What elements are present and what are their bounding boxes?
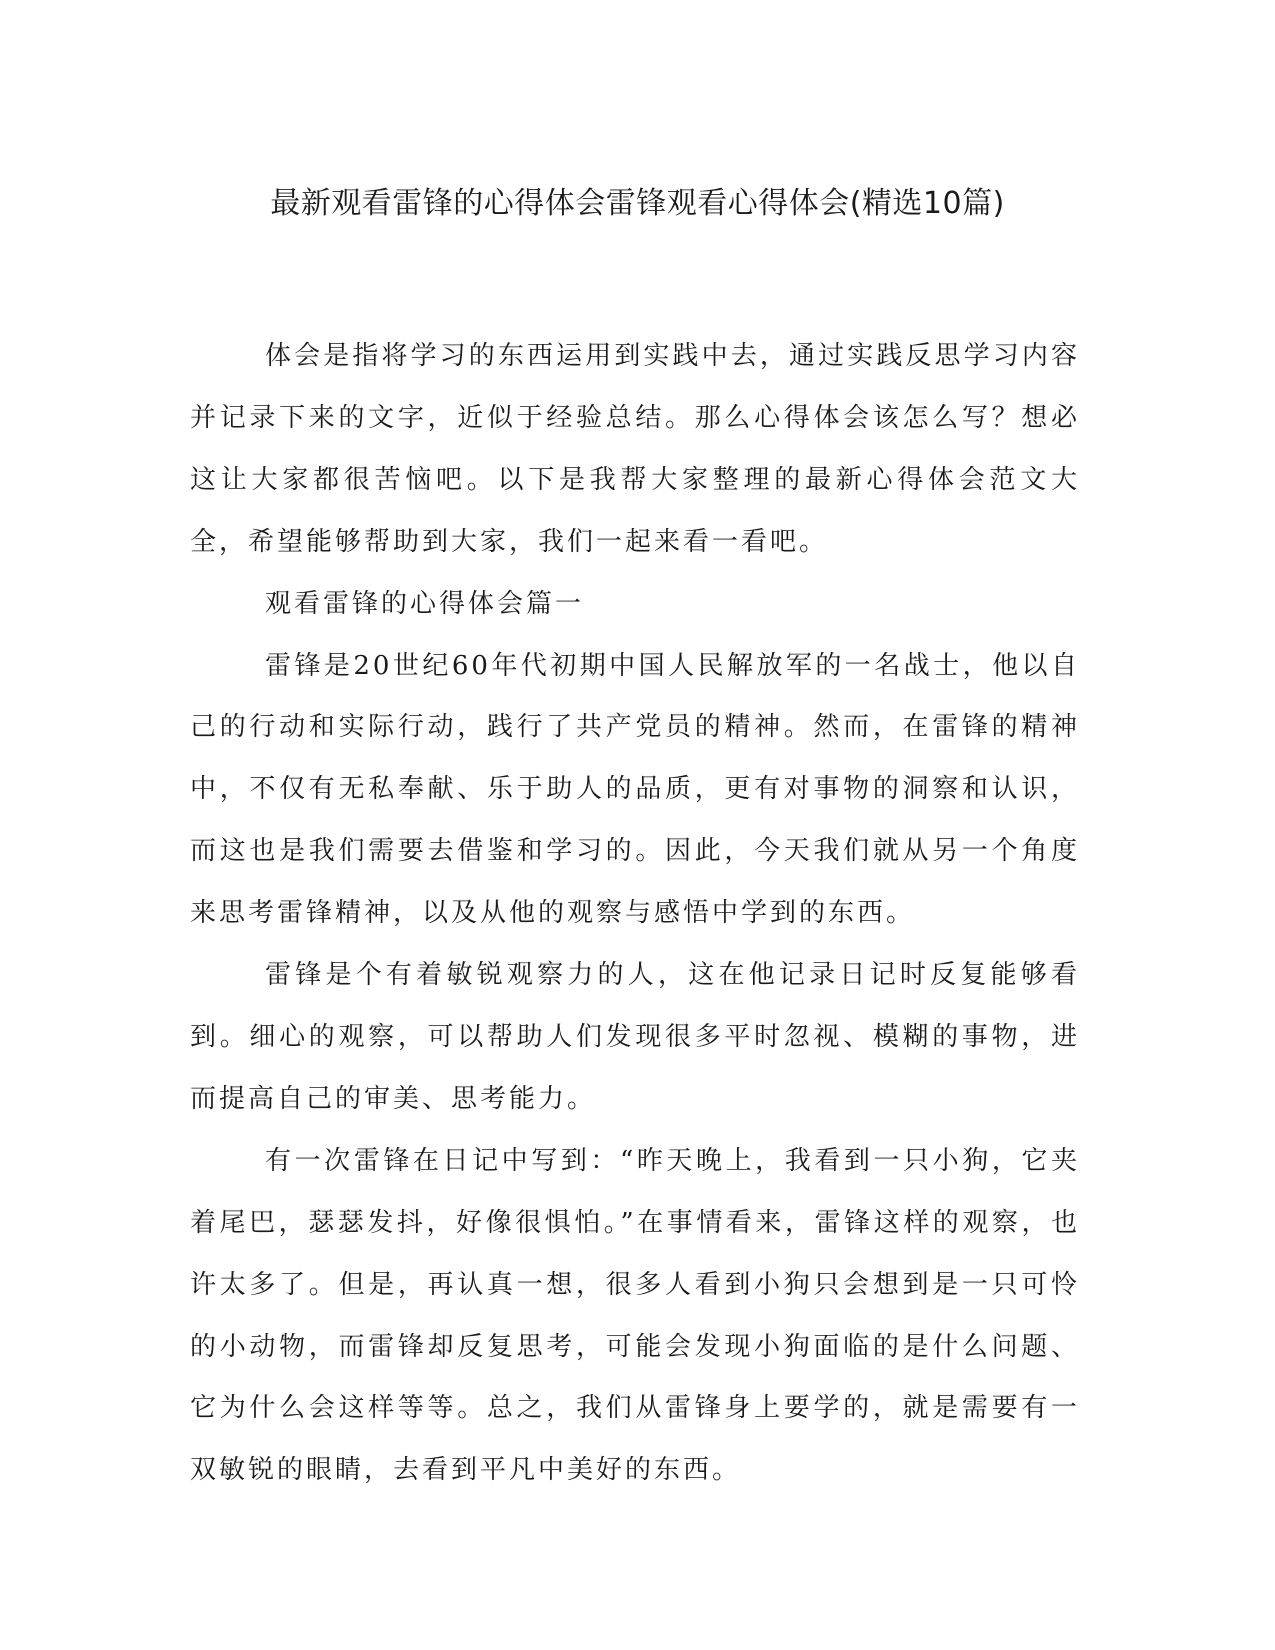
body-paragraph: 雷锋是20世纪60年代初期中国人民解放军的一名战士，他以自己的行动和实际行动，践行了共产党员的精神。然而，在雷锋的精神中，不仅有无私奉献、乐于助人的品质，更有对事物的洞察和认识，而这也是我们需要去借鉴和学习的。因此，今天我们就从另一个角度来思考雷锋精神，以及从他的观察与感悟中学到的东西。 xyxy=(190,650,1080,929)
section-heading: 观看雷锋的心得体会篇一 xyxy=(265,588,585,619)
body-paragraph: 有一次雷锋在日记中写到：“昨天晚上，我看到一只小狗，它夹着尾巴，瑟瑟发抖，好像很惧怕。”在事情看来，雷锋这样的观察，也许太多了。但是，再认真一想，很多人看到小狗只会想到是一只可怜的小动物，而雷锋却反复思考，可能会发现小狗面临的是什么问题、它为什么会这样等等。总之，我们从雷锋身上要学的，就是需要有一双敏锐的眼睛，去看到平凡中美好的东西。 xyxy=(190,1145,1080,1486)
document-title: 最新观看雷锋的心得体会雷锋观看心得体会(精选10篇) xyxy=(270,186,1005,221)
intro-paragraph: 体会是指将学习的东西运用到实践中去，通过实践反思学习内容并记录下来的文字，近似于经验总结。那么心得体会该怎么写？想必这让大家都很苦恼吧。以下是我帮大家整理的最新心得体会范文大全，希望能够帮助到大家，我们一起来看一看吧。 xyxy=(190,341,1080,557)
document-body xyxy=(190,326,1080,1502)
body-paragraph: 雷锋是个有着敏锐观察力的人，这在他记录日记时反复能够看到。细心的观察，可以帮助人们发现很多平时忽视、模糊的事物，进而提高自己的审美、思考能力。 xyxy=(190,960,1080,1114)
